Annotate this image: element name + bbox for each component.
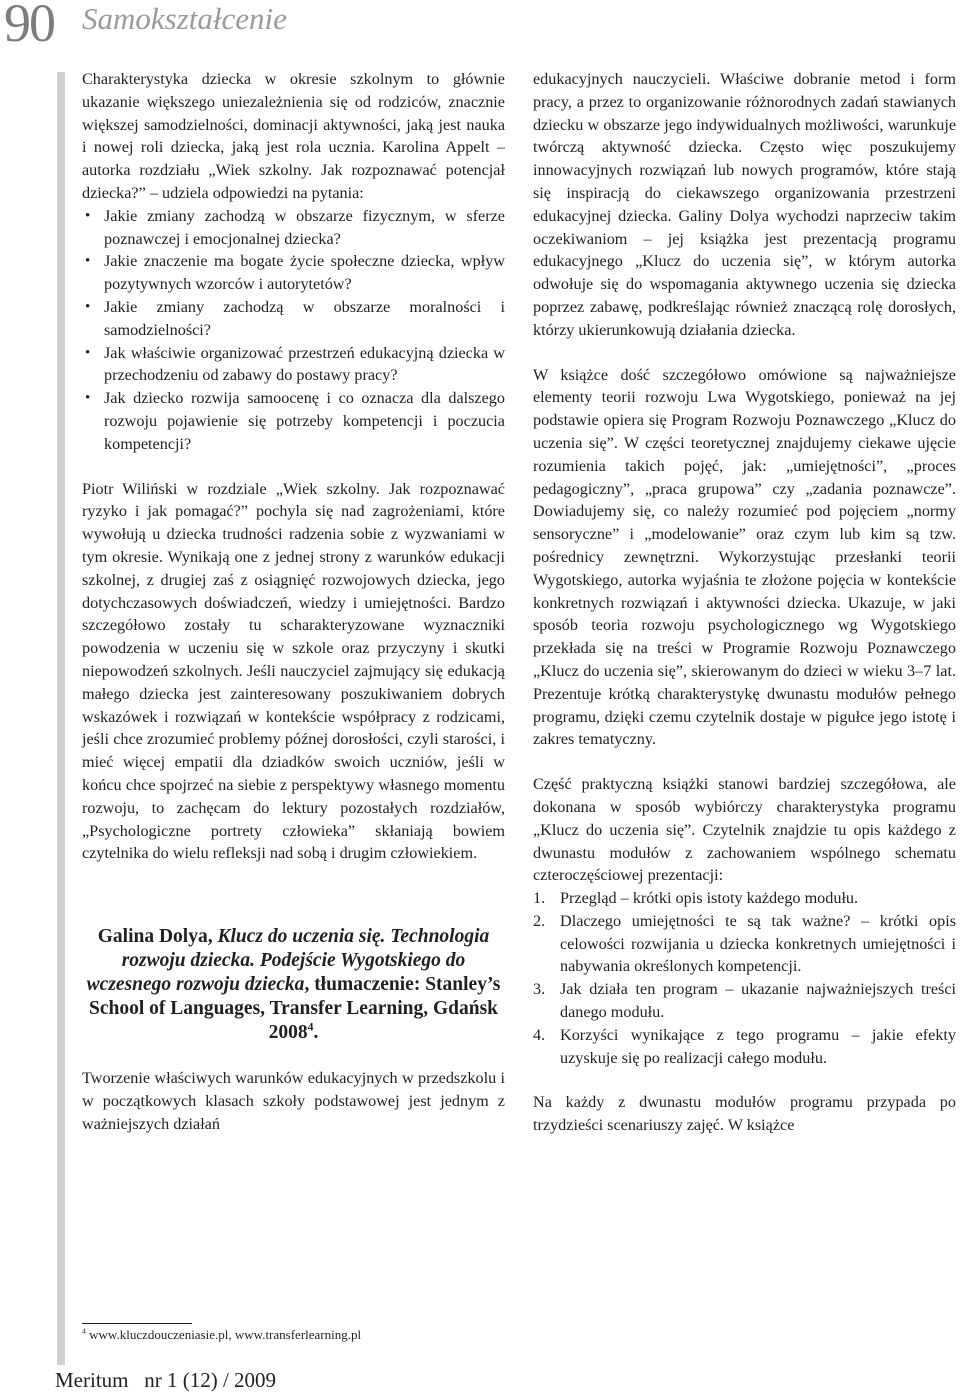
- step-number: 1.: [533, 889, 546, 908]
- section-title: Samokształcenie: [82, 1, 287, 36]
- step-text: Jak działa ten program – ukazanie najważniejszych treści danego modułu.: [560, 980, 956, 1022]
- footnote-number: 4: [82, 1326, 86, 1336]
- list-item: [533, 887, 956, 910]
- step-text: Dlaczego umiejętności te są tak ważne? – krótki opis celowości rozwijania u dziecka konkretnych umiejętności i nabywania określonych kompetencji.: [560, 911, 956, 976]
- list-item: • Jak właściwie organizować przestrzeń edukacyjną dziecka w przechodzeniu od zabawy do postawy pracy?: [82, 342, 505, 388]
- paragraph-1: edukacyjnych nauczycieli. Właściwe dobranie metod i form pracy, a przez to organizowanie różnorodnych zadań stawianych dziecku w obszarze jego indywidualnych możliwości, warunkuje twórczą aktywność dziecka. Często więc poszukujemy innowacyjnych rozwiązań lub nowych programów, które stają się inspiracją do ciekawszego organizowania przestrzeni edukacyjnej dziecka. Galiny Dolya wychodzi naprzeciw takim oczekiwaniom – jej książka jest prezentacją programu edukacyjnego „Klucz do uczenia się”, w którym autorka odwołuje się do wspomagania aktywnego uczenia się dziecka poprzez zabawę, podkreślając również znaczącą rolę dorosłych, którzy ukierunkowują działania dziecka.: [533, 70, 956, 339]
- presentation-steps-list: [533, 887, 956, 1069]
- step-text: Przegląd – krótki opis istoty każdego modułu.: [560, 889, 859, 908]
- book-end: .: [313, 1022, 319, 1044]
- margin-rule: [57, 72, 65, 1365]
- page-number: 90: [4, 0, 54, 53]
- paragraph-2: W książce dość szczegółowo omówione są najważniejsze elementy teorii rozwoju Lwa Wygotskiego, ponieważ na jej podstawie opiera się Program Rozwoju Poznawczego „Klucz do uczenia się”. W części teoretycznej znajdujemy ciekawe ujęcie rozumienia takich pojęć, jak: „umiejętności”, „proces pedagogiczny”, „praca grupowa” czy „zadania poznawcze”. Dowiadujemy się, co należy rozumieć pod pojęciem „normy sensoryczne” i „modelowanie” oraz czym lub kim są tzw. pośrednicy zewnętrzni. Wykorzystując przesłanki teorii Wygotskiego, autorka wyjaśnia te złożone pojęcia w kontekście konkretnych rozwiązań i aktywności dziecka. Ukazuje, w jaki sposób teoria rozwoju psychologicznego wg Wygotskiego przekłada się na treści w Programie Rozwoju Poznawczego „Klucz do uczenia się”, skierowanym do dzieci w wieku 3–7 lat. Prezentuje krótką charakterystykę dwunastu modułów pełnego programu, dzięki czemu czytelnik dostaje w pigułce jego istotę i zakres tematyczny.: [533, 365, 956, 749]
- list-item: [533, 1024, 956, 1070]
- closing-paragraph: Tworzenie właściwych warunków edukacyjnych w przedszkolu i w początkowych klasach szkoły podstawowej jest jednym z ważniejszych działań: [82, 1069, 505, 1133]
- left-column: [82, 68, 505, 1135]
- step-number: 3.: [533, 980, 546, 999]
- paragraph-3: Część praktyczną książki stanowi bardziej szczegółowa, ale dokonana w sposób wybiórczy charakterystyka programu „Klucz do uczenia się”. Czytelnik znajdzie tu opis każdego z dwunastu modułów z zachowaniem wspólnego schematu czteroczęściowej prezentacji:: [533, 775, 956, 885]
- right-column: [533, 68, 956, 1137]
- list-item: • Jakie znaczenie ma bogate życie społeczne dziecka, wpływ pozytywnych wzorców i autorytetów?: [82, 250, 505, 296]
- book-reference-heading: [82, 925, 505, 1045]
- footnote-divider: [82, 1323, 192, 1324]
- book-title: Klucz do uczenia się. Technologia rozwoju dziecka. Podejście Wygotskiego do wczesnego rozwoju dziecka: [86, 926, 490, 996]
- list-item: [533, 978, 956, 1024]
- list-item: • Jakie zmiany zachodzą w obszarze moralności i samodzielności?: [82, 296, 505, 342]
- paragraph-4: Na każdy z dwunastu modułów programu przypada po trzydzieści scenariuszy zajęć. W książce: [533, 1093, 956, 1135]
- wilinski-paragraph: Piotr Wiliński w rozdziale „Wiek szkolny. Jak rozpoznawać ryzyko i jak pomagać?” pochyla się nad zagrożeniami, które wywołują u dziecka trudności radzenia sobie z wyzwaniami w tym okresie. Wynikają one z jednej strony z warunków edukacji szkolnej, z drugiej zaś z osiągnięć rozwojowych dziecka, jego dotychczasowych doświadczeń, wiedzy i umiejętności. Bardzo szczegółowo zostały tu scharakteryzowane wyznaczniki powodzenia w uczeniu się w szkole oraz przyczyny i skutki niepowodzeń szkolnych. Jeśli nauczyciel zajmujący się edukacją małego dziecka jest zainteresowany poszukiwaniem dobrych wskazówek i rozwiązań w kontekście współpracy z rodzicami, jeśli chce zrozumieć problemy późnej dorosłości, czyli starości, i mieć więcej empatii dla dziadków swoich uczniów, jeśli w końcu chce spojrzeć na siebie z perspektywy własnego momentu rozwoju, to zachęcam do lektury pozostałych rozdziałów, „Psychologiczne portrety człowieka” skłaniają bowiem czytelnika do wielu refleksji nad sobą i drugim człowiekiem.: [82, 479, 505, 863]
- list-item: • Jakie zmiany zachodzą w obszarze fizycznym, w sferze poznawczej i emocjonalnej dziecka?: [82, 205, 505, 251]
- book-author: Galina Dolya,: [97, 926, 218, 948]
- list-item: • Jak dziecko rozwija samoocenę i co oznacza dla dalszego rozwoju pojawienie się potrzeby kompetencji i poczucia kompetencji?: [82, 387, 505, 455]
- intro-paragraph: Charakterystyka dziecka w okresie szkolnym to głównie ukazanie większego uniezależnienia się od rodziców, znacznie większej samodzielności, dominacji aktywności, jaką jest nauka i nowej roli dziecka, jaką jest rola ucznia. Karolina Appelt – autorka rozdziału „Wiek szkolny. Jak rozpoznawać potencjał dziecka?” – udziela odpowiedzi na pytania:: [82, 70, 505, 202]
- step-number: 4.: [533, 1025, 546, 1044]
- footnote-text: www.kluczdouczeniasie.pl, www.transferlearning.pl: [85, 1327, 362, 1342]
- list-item: [533, 910, 956, 978]
- journal-footer: Meritum nr 1 (12) / 2009: [55, 1368, 277, 1392]
- step-number: 2.: [533, 911, 546, 930]
- step-text: Korzyści wynikające z tego programu – jakie efekty uzyskuje się po realizacji całego modułu.: [560, 1025, 956, 1067]
- questions-list: [82, 205, 505, 456]
- footnote: [82, 1327, 361, 1343]
- footnote-marker: 4: [307, 1020, 314, 1034]
- book-publication: , tłumaczenie: Stanley’s School of Languages, Transfer Learning, Gdańsk 2008: [88, 974, 501, 1044]
